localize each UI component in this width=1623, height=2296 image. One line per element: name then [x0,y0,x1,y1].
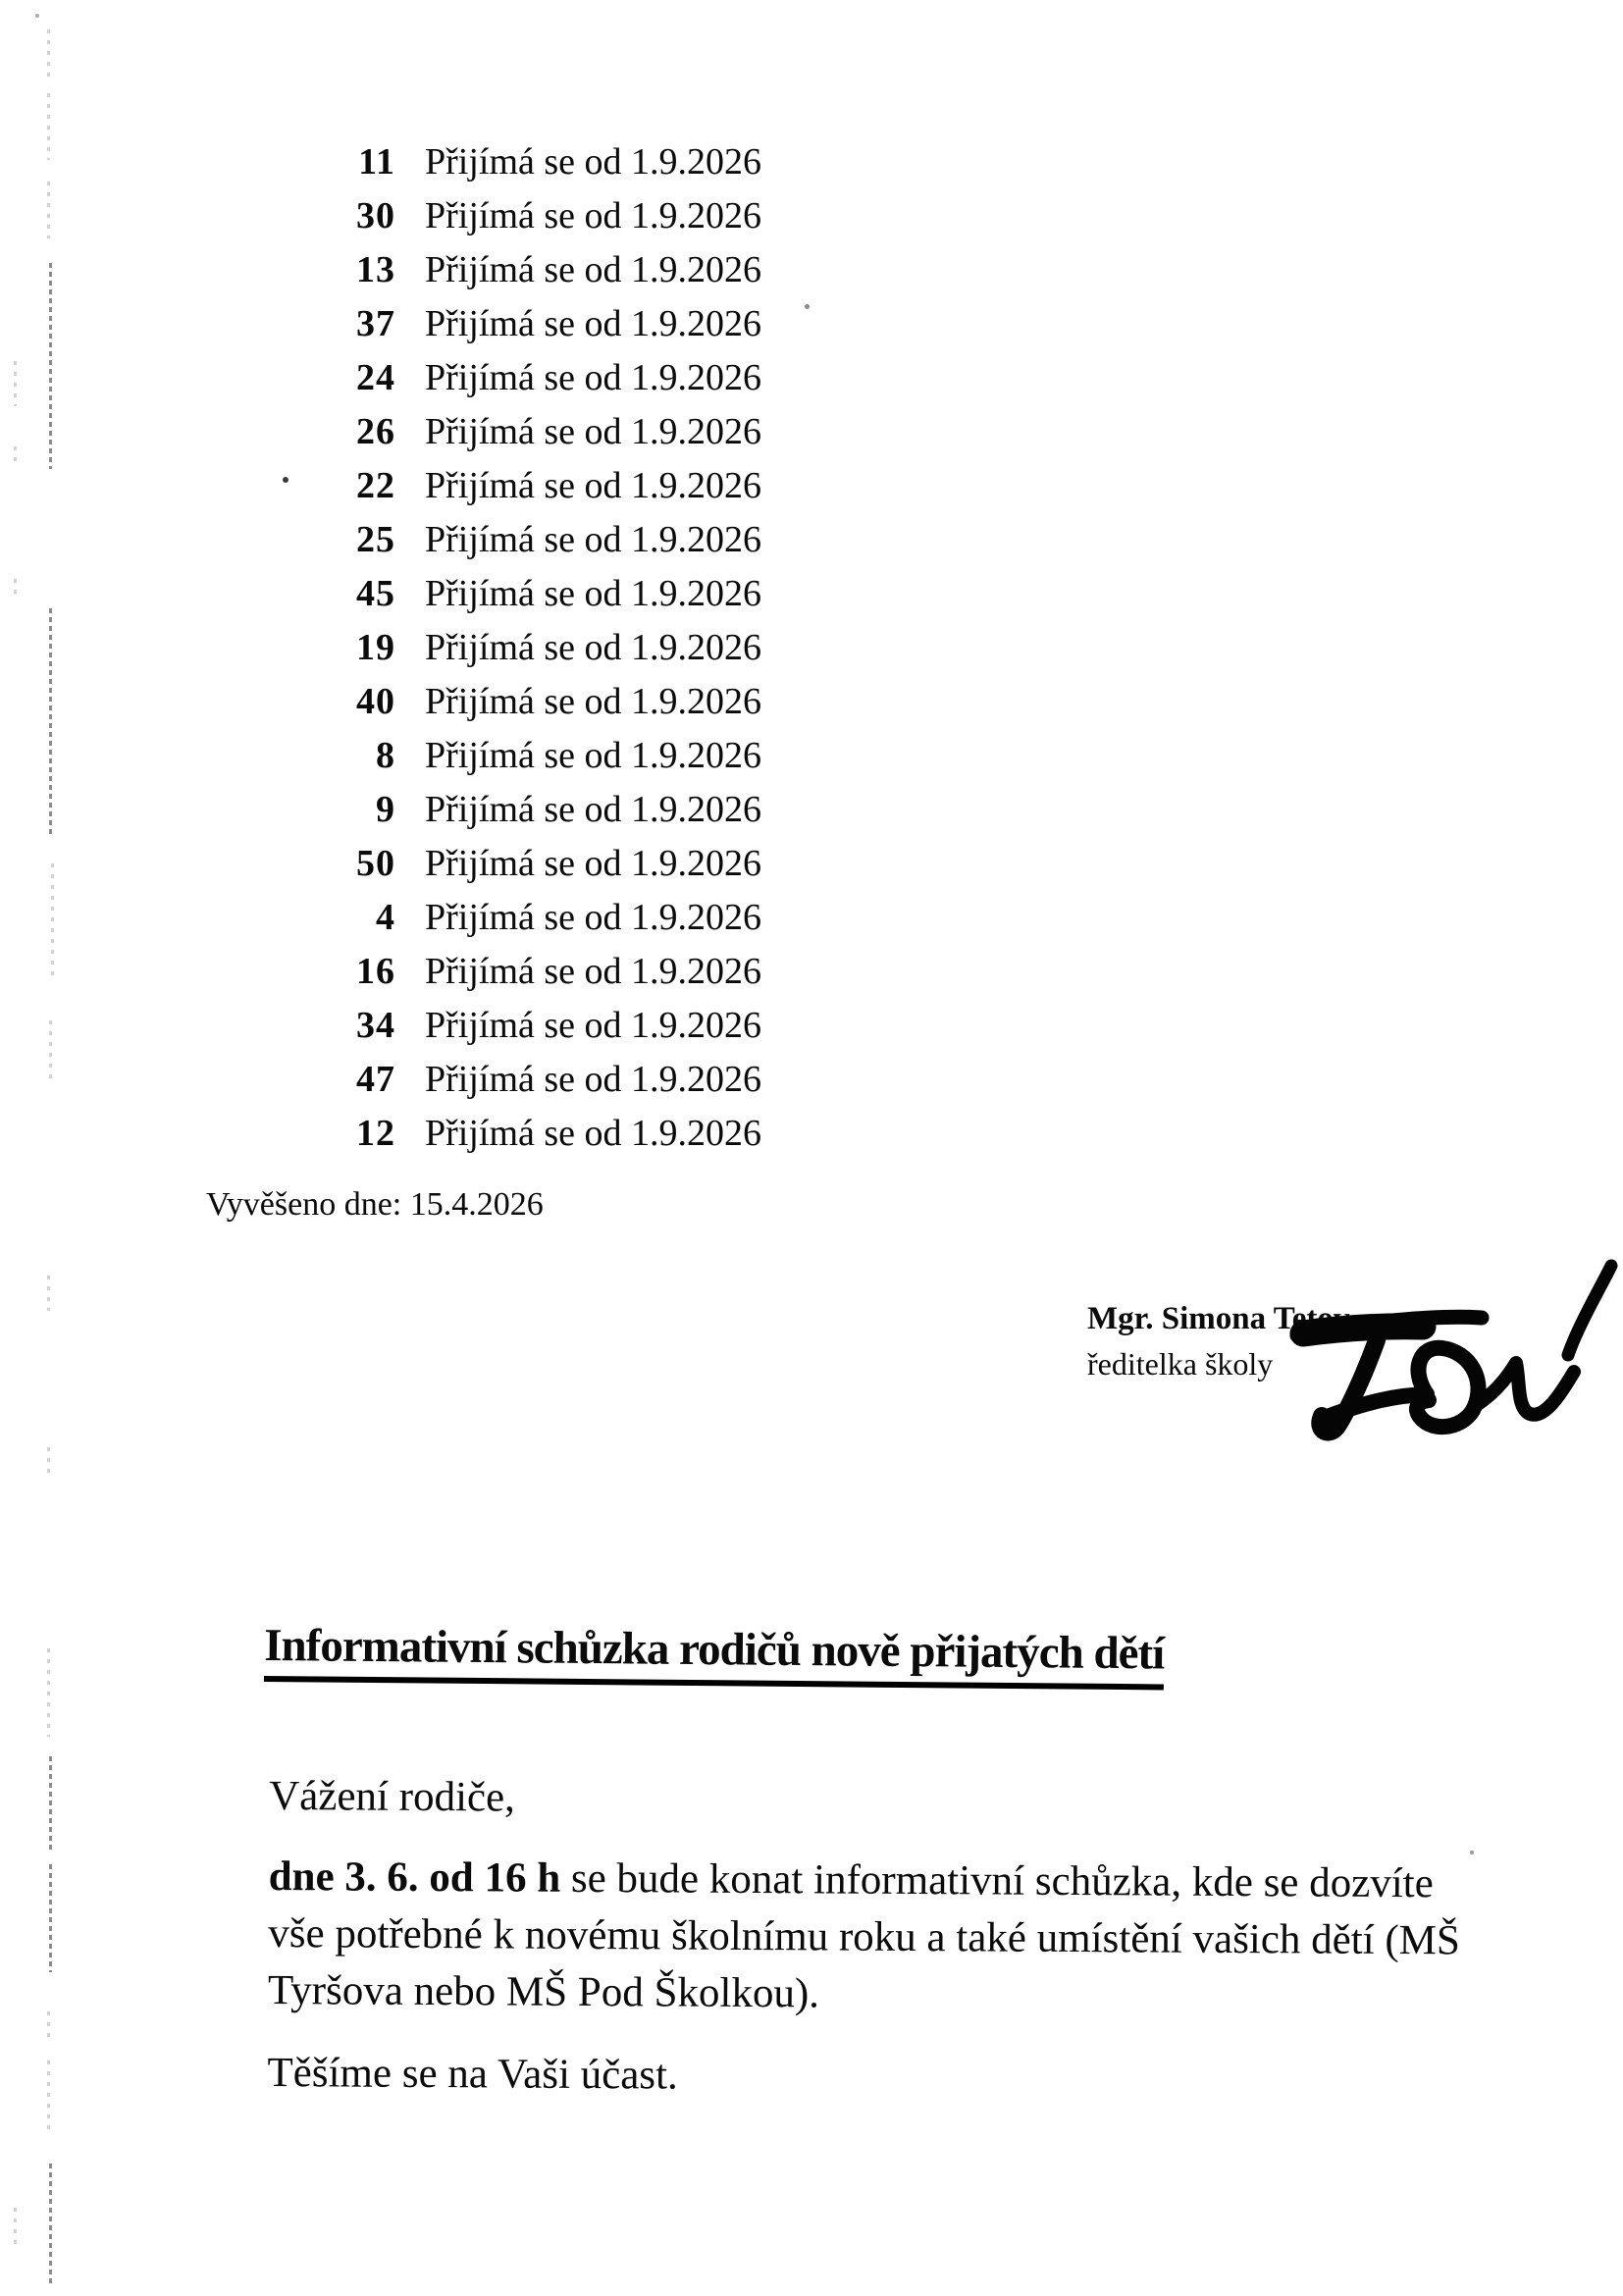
application-number: 8 [376,735,395,776]
notice-heading: Informativní schůzka rodičů nově přijatých dětí [264,1619,1165,1690]
decision-text: Přijímá se od 1.9.2026 [425,627,762,668]
decision-text: Přijímá se od 1.9.2026 [425,303,762,344]
decision-text: Přijímá se od 1.9.2026 [425,357,762,398]
application-number: 30 [356,195,395,236]
application-number: 34 [356,1005,395,1046]
decision-text: Přijímá se od 1.9.2026 [425,249,762,290]
notice-body [268,1849,1461,2026]
decision-text: Přijímá se od 1.9.2026 [425,1059,762,1100]
decision-text: Přijímá se od 1.9.2026 [425,195,762,236]
application-number: 9 [376,789,395,830]
application-number: 26 [356,411,395,452]
decision-text: Přijímá se od 1.9.2026 [425,843,762,884]
application-number: 40 [356,681,395,722]
body-line-rest: se bude konat informativní schůzka, kde se dozvíte [560,1854,1434,1907]
meeting-datetime: dne 3. 6. od 16 h [268,1852,561,1902]
decision-text: Přijímá se od 1.9.2026 [425,519,762,560]
decision-text: Přijímá se od 1.9.2026 [425,735,762,776]
salutation: Vážení rodiče, [269,1772,516,1821]
application-number: 45 [356,573,395,614]
decision-text: Přijímá se od 1.9.2026 [425,789,762,830]
application-number: 25 [356,519,395,560]
decision-text: Přijímá se od 1.9.2026 [425,1005,762,1046]
body-line: Tyršova nebo MŠ Pod Školkou). [267,1966,820,2017]
application-number: 22 [356,465,395,506]
application-number: 37 [356,303,395,344]
decision-text: Přijímá se od 1.9.2026 [425,573,762,614]
decision-text: Přijímá se od 1.9.2026 [425,1113,762,1154]
decision-text: Přijímá se od 1.9.2026 [425,951,762,992]
body-line [269,1849,1461,1912]
application-number: 16 [356,951,395,992]
decision-text: Přijímá se od 1.9.2026 [425,411,762,452]
closing-line: Těšíme se na Vaši účast. [267,2049,678,2099]
application-number: 12 [356,1113,395,1154]
decision-text: Přijímá se od 1.9.2026 [425,897,762,938]
application-number: 13 [356,249,395,290]
application-number: 50 [356,843,395,884]
application-number: 11 [358,141,395,183]
application-number: 4 [376,897,395,938]
application-number: 19 [356,627,395,668]
application-number: 24 [356,357,395,398]
decision-text: Přijímá se od 1.9.2026 [425,681,762,722]
signatory-name: Mgr. Simona Tetov [1087,1301,1350,1336]
posted-date: Vyvěšeno dne: 15.4.2026 [206,1186,544,1223]
body-line: vše potřebné k novému školnímu roku a také umístění vašich dětí (MŠ [268,1909,1461,1964]
decision-text: Přijímá se od 1.9.2026 [425,465,762,506]
signatory-role: ředitelka školy [1087,1346,1274,1382]
decision-text: Přijímá se od 1.9.2026 [425,141,762,183]
application-number: 47 [356,1059,395,1100]
